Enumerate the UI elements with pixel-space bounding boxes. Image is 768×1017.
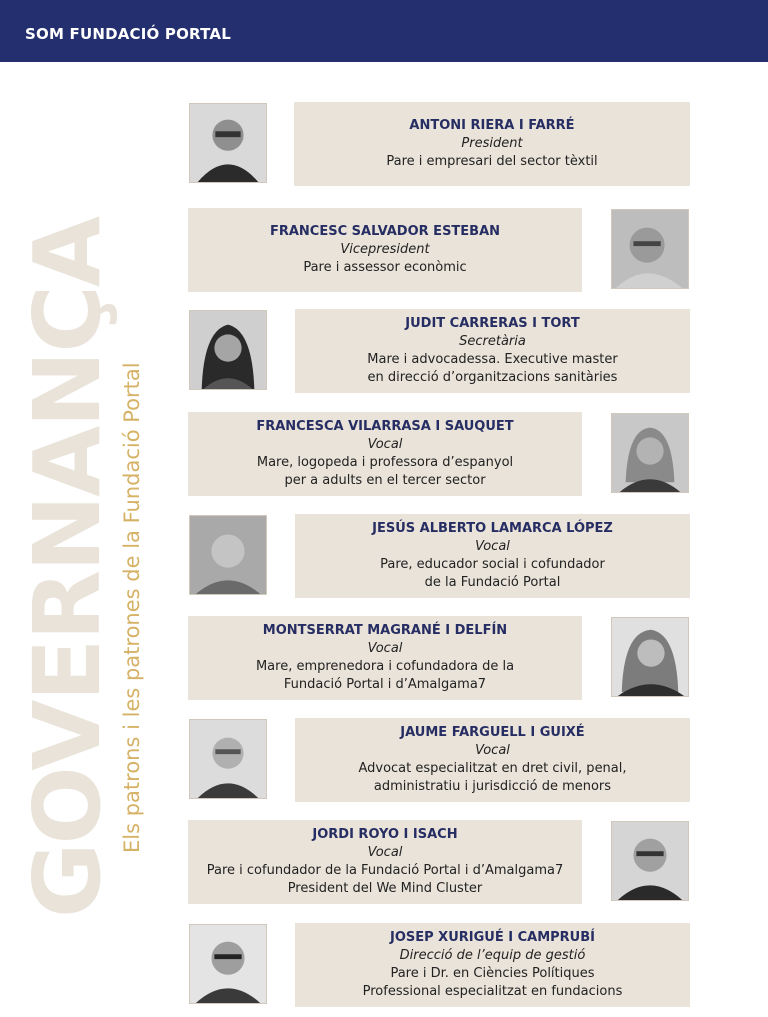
member-card-5 — [295, 514, 690, 598]
member-photo-7 — [189, 719, 267, 799]
governance-title: GOVERNANÇA — [14, 217, 121, 918]
member-name: JORDI ROYO I ISACH — [312, 827, 458, 842]
member-photo-8 — [611, 821, 689, 901]
member-name: JAUME FARGUELL I GUIXÉ — [400, 725, 585, 740]
member-role: Vocal — [475, 539, 510, 554]
member-photo-2 — [611, 209, 689, 289]
member-name: JESÚS ALBERTO LAMARCA LÓPEZ — [372, 521, 613, 536]
member-name: JOSEP XURIGUÉ I CAMPRUBÍ — [390, 930, 595, 945]
member-description: Mare, emprenedora i cofundadora de la Fundació Portal i d’Amalgama7 — [255, 659, 515, 692]
member-photo-3 — [189, 310, 267, 390]
member-name: FRANCESC SALVADOR ESTEBAN — [269, 224, 501, 239]
member-card-4 — [188, 412, 582, 496]
member-role: Vocal — [367, 641, 403, 656]
member-description: Pare i Dr. en Ciències Polítiques Professional especialitzat en fundacions — [362, 966, 623, 999]
member-role: Direcció de l’equip de gestió — [399, 948, 586, 963]
member-card-1 — [294, 102, 690, 186]
member-description: Pare i assessor econòmic — [303, 260, 467, 275]
member-role: Vocal — [475, 743, 510, 758]
member-description: Mare, logopeda i professora d’espanyol per a adults en el tercer sector — [256, 455, 514, 488]
member-role: President — [461, 136, 523, 151]
member-role: Vocal — [367, 437, 403, 452]
member-photo-1 — [189, 103, 267, 183]
member-description: Pare, educador social i cofundador de la Fundació Portal — [380, 557, 605, 590]
member-description: Pare i cofundador de la Fundació Portal i d’Amalgama7 President del We Mind Cluster — [206, 863, 564, 896]
section-title: SOM FUNDACIÓ PORTAL — [25, 25, 231, 43]
member-description: Pare i empresari del sector tèxtil — [386, 154, 598, 169]
member-card-8 — [188, 820, 582, 904]
member-description: Mare i advocadessa. Executive master en direcció d’organitzacions sanitàries — [367, 352, 618, 385]
member-card-2 — [188, 208, 582, 292]
member-photo-4 — [611, 413, 689, 493]
member-description: Advocat especialitzat en dret civil, penal, administratiu i jurisdicció de menors — [358, 761, 627, 794]
member-card-9 — [295, 923, 690, 1007]
member-card-6 — [188, 616, 582, 700]
member-role: Vicepresident — [340, 242, 430, 257]
member-card-3 — [295, 309, 690, 393]
member-name: ANTONI RIERA I FARRÉ — [409, 118, 575, 133]
member-name: FRANCESCA VILARRASA I SAUQUET — [256, 419, 514, 434]
member-name: JUDIT CARRERAS I TORT — [405, 316, 580, 331]
member-photo-5 — [189, 515, 267, 595]
member-card-7 — [295, 718, 690, 802]
member-photo-9 — [189, 924, 267, 1004]
page-header — [0, 0, 768, 62]
governance-subtitle: Els patrons i les patrones de la Fundació Portal — [120, 362, 144, 853]
member-role: Secretària — [459, 334, 526, 349]
member-photo-6 — [611, 617, 689, 697]
member-name: MONTSERRAT MAGRANÉ I DELFÍN — [262, 623, 508, 638]
member-role: Vocal — [367, 845, 403, 860]
